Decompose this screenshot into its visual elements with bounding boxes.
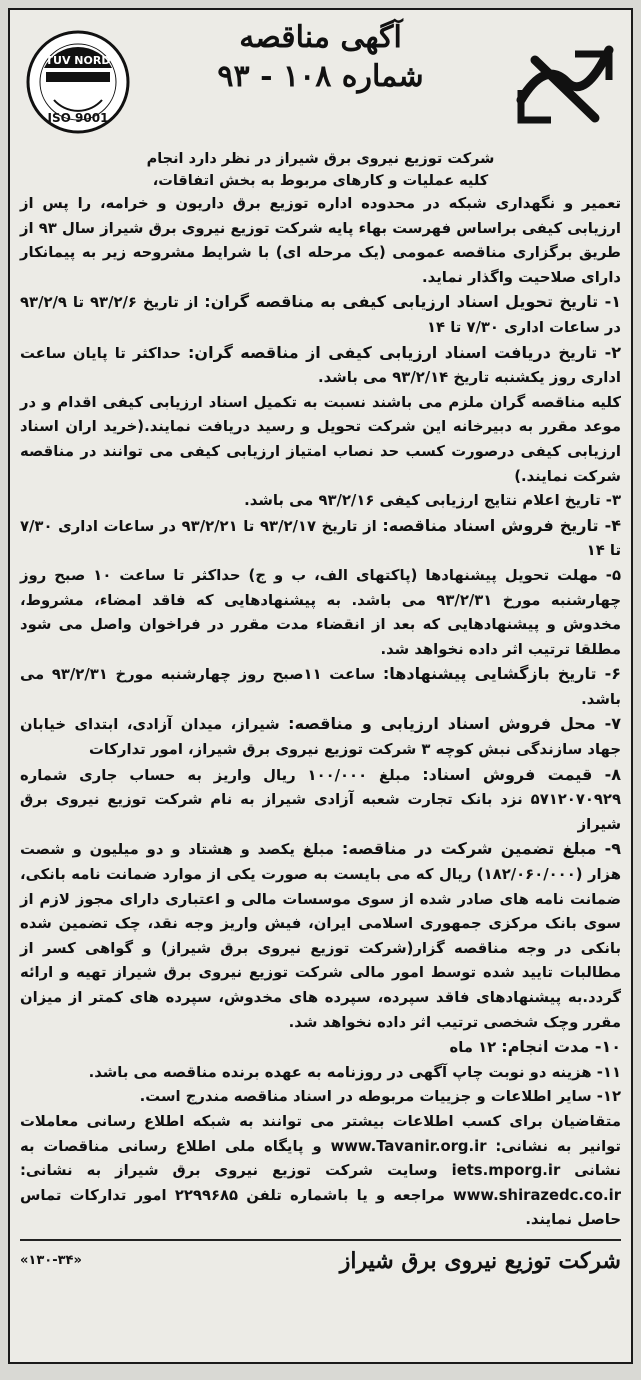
paragraph: متقاضیان برای کسب اطلاعات بیشتر می توانند به شبکه اطلاع رسانی معاملات توانیر به نشانی: www.Tavanir.org.ir و پایگاه ملی اطلاع رسانی مناقصات به نشانی iets.mporg.ir وسایت شرکت توزیع نیروی برق شیراز به نشانی: www.shirazedc.co.ir مراجعه و یا باشماره تلفن ۲۲۹۹۶۸۵ امور تدارکات تماس حاصل نمایند. bbox=[20, 1112, 621, 1229]
footer-divider bbox=[20, 1239, 621, 1241]
paragraph: ۵- مهلت تحویل پیشنهادها (پاکتهای الف، ب و ج) حداکثر تا ساعت ۱۰ صبح روز چهارشنبه مورخ ۹۳/۲/۳۱ می باشد. به پیشنهادهایی که فاقد امضاء، مشروط، مخدوش و پیشنهادهایی که بعد از انقضاء مدت مقرر در فراخوان واصل می شود مطلقا ترتیب اثر داده نخواهد شد. bbox=[20, 566, 621, 658]
paragraph: ۱۰- مدت انجام: ۱۲ ماه bbox=[449, 1037, 621, 1057]
paragraph: ۱- تاریخ تحویل اسناد ارزیابی کیفی به مناقصه گران: از تاریخ ۹۳/۲/۶ تا ۹۳/۲/۹ در ساعات اداری ۷/۳۰ تا ۱۴ bbox=[20, 292, 621, 336]
logo-bottom-text: ISO 9001 bbox=[47, 111, 109, 125]
paragraph: تعمیر و نگهداری شبکه در محدوده اداره توزیع برق داریون و خرامه، را پس از ارزیابی کیفی براساس فهرست بهاء پایه شرکت توزیع نیروی برق شیراز سال ۹۳ از طریق برگزاری مناقصه عمومی (یک مرحله ای) با شرایط مشروحه زیر به پیمانکار دارای صلاحیت واگذار نماید. bbox=[20, 195, 621, 286]
company-emblem-logo bbox=[515, 40, 615, 128]
notice-footer bbox=[20, 1245, 621, 1277]
notice-number: شماره ۱۰۸ - ۹۳ bbox=[217, 59, 424, 94]
logo-top-text: TUV NORD bbox=[45, 54, 111, 67]
notice-title: آگهی مناقصه bbox=[239, 20, 402, 55]
paragraph: ۱۲- سایر اطلاعات و جزییات مربوطه در اسناد مناقصه مندرج است. bbox=[139, 1088, 621, 1106]
paragraph: ۹- مبلغ تضمین شرکت در مناقصه: مبلغ یکصد و هشتاد و دو میلیون و شصت هزار (۱۸۲/۰۶۰/۰۰۰) ریال که می بایست به صورت یکی از موارد ضمانت نامه بانکی، ضمانت نامه های صادر شده از سوی موسسات مالی و اعتباری دارای مجوز لازم از سوی بانک مرکزی جمهوری اسلامی ایران، فیش واریز وجه نقد، چک تضمین شده بانکی در وجه مناقصه گزار(شرکت توزیع نیروی برق شیراز) و گواهی کسر از مطالبات تایید شده توسط امور مالی شرکت توزیع نیروی برق شیراز تهیه و ارائه گردد.به پیشنهادهای فاقد سپرده، سپرده های مخدوش، سپرده های کمتر از میزان مقرر وچک شخصی ترتیب اثر داده نخواهد شد. bbox=[20, 839, 622, 1031]
paragraph: ۴- تاریخ فروش اسناد مناقصه: از تاریخ ۹۳/۲/۱۷ تا ۹۳/۲/۲۱ در ساعات اداری ۷/۳۰ تا ۱۴ bbox=[20, 515, 621, 560]
paragraph: ۲- تاریخ دریافت اسناد ارزیابی کیفی از مناقصه گران: حداکثر تا پایان ساعت اداری روز یکشنبه تاریخ ۹۳/۲/۱۴ می باشد. bbox=[20, 342, 621, 387]
intro-line-1: شرکت توزیع نیروی برق شیراز در نظر دارد انجام bbox=[146, 151, 495, 167]
paragraph: کلیه مناقصه گران ملزم می باشند نسبت به تکمیل اسناد ارزیابی کیفی اقدام و در موعد مقرر به دبیرخانه این شرکت تحویل و رسید دریافت نمایند.(خرید اران اسناد ارزیابی کیفی درصورت کسب حد نصاب امتیاز ارزیابی کیفی می توانند در مناقصه شرکت نمایند.) bbox=[20, 393, 621, 485]
paragraph: ۳- تاریخ اعلام نتایج ارزیابی کیفی ۹۳/۲/۱۶ می باشد. bbox=[244, 492, 621, 510]
intro-text bbox=[20, 148, 621, 192]
paragraph: ۶- تاریخ بازگشایی پیشنهادها: ساعت ۱۱صبح روز چهارشنبه مورخ ۹۳/۲/۳۱ می باشد. bbox=[20, 664, 622, 708]
tender-notice bbox=[8, 8, 633, 1364]
ad-code: «۱۳۰-۳۴» bbox=[20, 1253, 82, 1269]
notice-header bbox=[20, 18, 621, 146]
paragraph: ۷- محل فروش اسناد ارزیابی و مناقصه: شیراز، میدان آزادی، ابتدای خیابان جهاد سازندگی نبش کوچه ۳ شرکت توزیع نیروی برق شیراز، امور تدارکات bbox=[20, 714, 621, 759]
paragraph: ۱۱- هزینه دو نوبت چاپ آگهی در روزنامه به عهده برنده مناقصه می باشد. bbox=[88, 1063, 621, 1081]
intro-line-2: کلیه عملیات و کارهای مربوط به بخش اتفاقات، bbox=[152, 173, 489, 189]
paragraph: ۸- قیمت فروش اسناد: مبلغ ۱۰۰/۰۰۰ ریال واریز به حساب جاری شماره ۵۷۱۲۰۷۰۹۲۹ نزد بانک تجارت شعبه آزادی شیراز به نام شرکت توزیع نیروی برق شیراز bbox=[20, 764, 622, 833]
notice-body bbox=[20, 192, 621, 1233]
iso-certification-logo bbox=[24, 28, 132, 136]
company-name: شرکت توزیع نیروی برق شیراز bbox=[339, 1247, 621, 1274]
